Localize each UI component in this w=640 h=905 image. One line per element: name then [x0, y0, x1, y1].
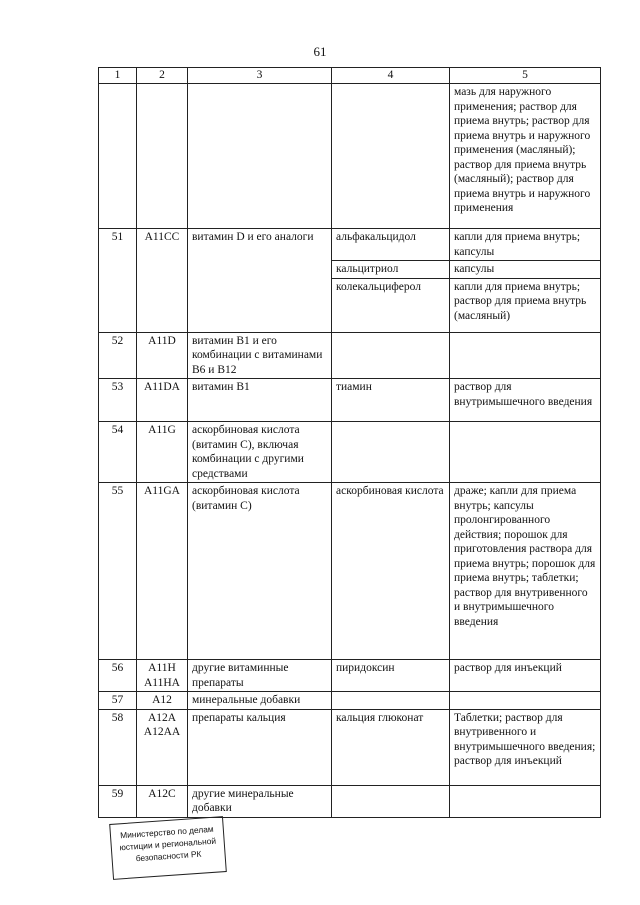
row-number-cell: 52	[99, 332, 137, 379]
header-cell: 2	[137, 68, 188, 84]
table-row	[99, 332, 601, 379]
row-number-cell: 51	[99, 229, 137, 333]
drug-name-cell: альфакальцидол	[332, 229, 450, 261]
dosage-form-cell: раствор для инъекций	[450, 660, 601, 692]
header-cell: 3	[188, 68, 332, 84]
drug-name-cell	[332, 332, 450, 379]
atc-code-cell: A11H A11HA	[137, 660, 188, 692]
group-name-cell: витамин В1	[188, 379, 332, 422]
drug-name-cell: аскорбиновая кислота	[332, 483, 450, 660]
dosage-form-cell	[450, 785, 601, 817]
dosage-form-cell: капли для приема внутрь; раствор для приема внутрь (масляный)	[450, 278, 601, 332]
row-number-cell: 53	[99, 379, 137, 422]
drug-name-cell	[332, 785, 450, 817]
atc-code-cell: A11GA	[137, 483, 188, 660]
group-name-cell: минеральные добавки	[188, 692, 332, 710]
stamp-line: Министерство по делам	[119, 823, 214, 841]
group-name-cell: аскорбиновая кислота (витамин С), включая комбинации с другими средствами	[188, 422, 332, 483]
row-number-cell: 54	[99, 422, 137, 483]
row-number-cell: 59	[99, 785, 137, 817]
dosage-form-cell: капсулы	[450, 261, 601, 279]
drug-name-cell: кальцитриол	[332, 261, 450, 279]
row-number-cell: 55	[99, 483, 137, 660]
atc-code-cell	[137, 84, 188, 229]
atc-code-cell: A11DA	[137, 379, 188, 422]
group-name-cell: витамин D и его аналоги	[188, 229, 332, 333]
drug-name-cell	[332, 692, 450, 710]
header-cell: 1	[99, 68, 137, 84]
ministry-stamp	[109, 816, 227, 880]
header-cell: 4	[332, 68, 450, 84]
table-row	[99, 483, 601, 660]
dosage-form-cell: Таблетки; раствор для внутривенного и внутримышечного введения; раствор для инъекций	[450, 709, 601, 785]
table-row	[99, 84, 601, 229]
dosage-form-cell: драже; капли для приема внутрь; капсулы пролонгированного действия; порошок для приготовления раствора для приема внутрь; порошок для приема внутрь; таблетки; раствор для внутривенного и внутримышечного введения	[450, 483, 601, 660]
table-row	[99, 660, 601, 692]
atc-code-cell: A12A A12AA	[137, 709, 188, 785]
drug-name-cell: кальция глюконат	[332, 709, 450, 785]
atc-code-cell: A11CC	[137, 229, 188, 333]
group-name-cell: витамин В1 и его комбинации с витаминами В6 и В12	[188, 332, 332, 379]
table-row	[99, 709, 601, 785]
header-cell: 5	[450, 68, 601, 84]
drug-name-cell: колекальциферол	[332, 278, 450, 332]
table-header-row	[99, 68, 601, 84]
dosage-form-cell: капли для приема внутрь; капсулы	[450, 229, 601, 261]
atc-code-cell: A12C	[137, 785, 188, 817]
table-row	[99, 785, 601, 817]
row-number-cell: 58	[99, 709, 137, 785]
drug-name-cell	[332, 84, 450, 229]
table-row	[99, 229, 601, 261]
atc-code-cell: A11D	[137, 332, 188, 379]
group-name-cell: другие минеральные добавки	[188, 785, 332, 817]
drug-name-cell: тиамин	[332, 379, 450, 422]
atc-code-cell: A12	[137, 692, 188, 710]
stamp-line: юстиции и региональной	[119, 835, 217, 853]
table-row	[99, 692, 601, 710]
drug-list-table	[98, 67, 601, 818]
table-row	[99, 379, 601, 422]
dosage-form-cell	[450, 692, 601, 710]
row-number-cell: 56	[99, 660, 137, 692]
page-number: 61	[313, 44, 327, 59]
dosage-form-cell: раствор для внутримышечного введения	[450, 379, 601, 422]
dosage-form-cell	[450, 332, 601, 379]
row-number-cell	[99, 84, 137, 229]
group-name-cell: аскорбиновая кислота (витамин С)	[188, 483, 332, 660]
row-number-cell: 57	[99, 692, 137, 710]
dosage-form-cell	[450, 422, 601, 483]
atc-code-cell: A11G	[137, 422, 188, 483]
group-name-cell	[188, 84, 332, 229]
dosage-form-cell: мазь для наружного применения; раствор для приема внутрь; раствор для приема внутрь и наружного применения (масляный); раствор для приема внутрь (масляный); раствор для приема внутрь и наружного применения	[450, 84, 601, 229]
stamp-line: безопасности РК	[135, 848, 202, 864]
drug-name-cell	[332, 422, 450, 483]
drug-name-cell: пиридоксин	[332, 660, 450, 692]
table-row	[99, 422, 601, 483]
group-name-cell: другие витаминные препараты	[188, 660, 332, 692]
group-name-cell: препараты кальция	[188, 709, 332, 785]
